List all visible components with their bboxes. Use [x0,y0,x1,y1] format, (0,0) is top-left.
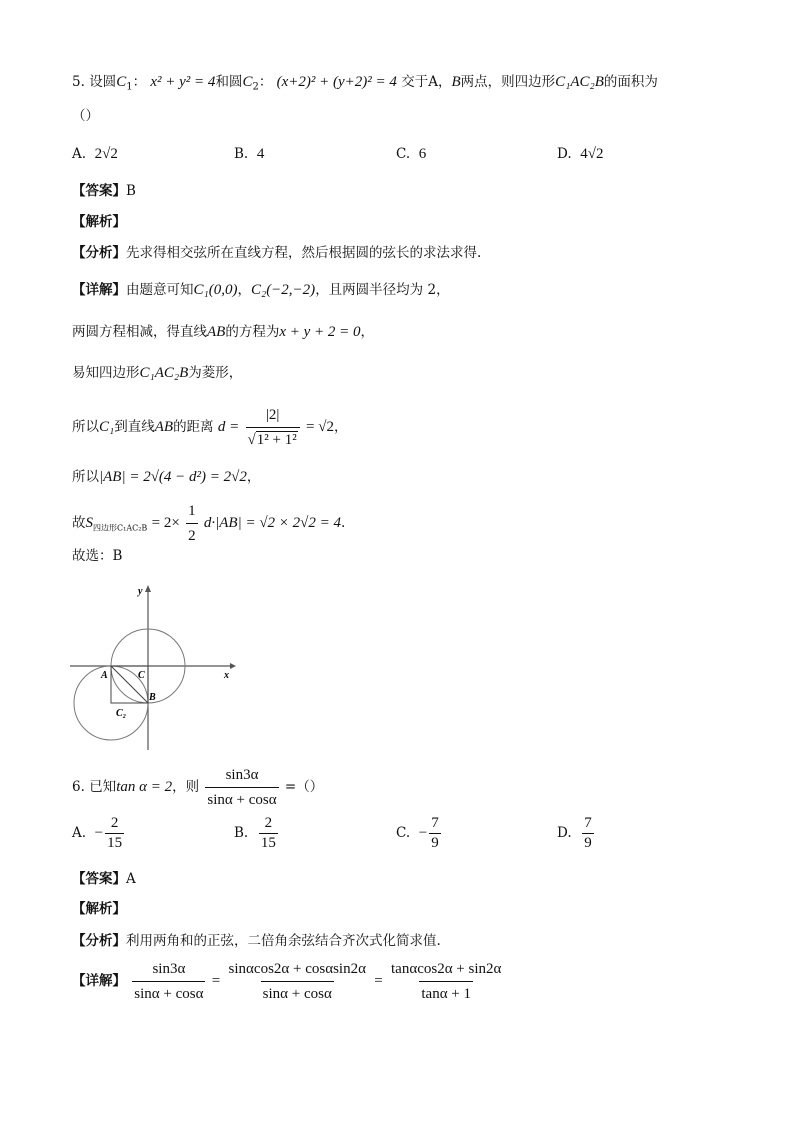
q5-detail-line3: 易知四边形C₁AC₂B为菱形， [72,365,243,381]
q6-option-c[interactable]: C. − $\frac{7}{9}$ [396,815,439,851]
q6-detail: 【详解】 $\frac{\sin 3\alpha}{\sin\alpha + \cos\alpha}$ = $\frac{\sin\alpha\cos 2\alpha + \cos\alpha\sin 2\alpha}{\sin\alpha + \cos\alpha}$ = $\frac{\tan\alpha\cos 2\alpha + \sin 2\alpha}{\tan\alpha + 1}$ [72,958,505,1005]
label-c: C [138,670,145,681]
q5-option-c[interactable]: C. 6 [396,146,427,162]
q6-detail-frac2: $\frac{\sin\alpha\cos 2\alpha + \cos\alpha\sin 2\alpha}{\sin\alpha + \cos\alpha}$ [227,958,368,1005]
q5-paren: （） [72,108,99,124]
q6-number: 6. [72,779,85,795]
q5-jiexi-heading: 【解析】 [72,214,126,230]
q6-analysis: 【分析】利用两角和的正弦，二倍角余弦结合齐次式化简求值. [72,933,441,949]
q5-option-b[interactable]: B. 4 [234,146,265,162]
q5-detail-line5: 所以|AB| = 2√(4 − d²) = 2√2， [72,469,261,485]
half-fraction: $\frac{1}{2}$ [186,500,198,547]
q6-jiexi-heading: 【解析】 [72,901,126,917]
q6-detail-frac1: $\frac{\sin 3\alpha}{\sin\alpha + \cos\alpha}$ [132,958,205,1005]
q5-number: 5. [72,74,85,90]
q5-detail-line1: 【详解】由题意可知C₁(0,0)，C₂(−2,−2)，且两圆半径均为 2， [72,282,450,298]
q5-detail-line2: 两圆方程相减，得直线AB的方程为x + y + 2 = 0， [72,324,375,340]
label-x: x [224,670,229,681]
q6-answer: 【答案】A [72,871,136,887]
q5-stem: 5. 设圆$C_1$： x² + y² = 4和圆$C_2$： (x+2)² + (y+2)² = 4 交于A，B两点，则四边形C₁AC₂B的面积为 [72,74,658,93]
q6-option-d[interactable]: D. $\frac{7}{9}$ [557,815,592,851]
distance-fraction: $\frac{|2|}{\text{√1² + 1²}}$ [246,404,300,451]
q5-analysis: 【分析】先求得相交弦所在直线方程，然后根据圆的弦长的求法求得. [72,245,482,261]
q6-option-a[interactable]: A. − $\frac{2}{15}$ [72,815,123,851]
q5-circle2-eq: (x+2)² + (y+2)² = 4 [276,74,397,90]
label-c2: C₂ [116,708,127,719]
y-axis-arrow [145,585,151,592]
q5-answer: 【答案】B [72,183,136,199]
label-a: A [101,670,108,681]
q5-choose: 故选：B [72,548,123,564]
q6-option-b[interactable]: B. $\frac{2}{15}$ [234,815,276,851]
q5-detail-line6: 故$S_{四边形C_1AC_2B} = 2\times$ $\frac{1}{2}$ d·|AB| = √2 × 2√2 = 4. [72,500,345,547]
label-b: B [149,692,156,703]
q5-option-d[interactable]: D. 4√2 [557,146,604,162]
q5-circle1-eq: x² + y² = 4 [150,74,216,90]
x-axis-arrow [230,663,236,669]
q6-stem: 6. 已知tan α = 2，则 $\frac{\sin 3\alpha}{\sin\alpha + \cos\alpha}$ =（） [72,764,323,811]
q5-detail-line4: 所以C₁到直线AB的距离 d = $\frac{|2|}{\text{√1² + 1²}}$ = √2， [72,404,347,451]
q6-detail-frac3: $\frac{\tan\alpha\cos 2\alpha + \sin 2\alpha}{\tan\alpha + 1}$ [389,958,503,1005]
q6-stem-fraction: $\frac{\sin 3\alpha}{\sin\alpha + \cos\alpha}$ [205,764,278,811]
q5-option-a[interactable]: A. 2√2 [72,146,118,162]
label-y: y [138,586,143,597]
q5-figure [66,580,246,755]
